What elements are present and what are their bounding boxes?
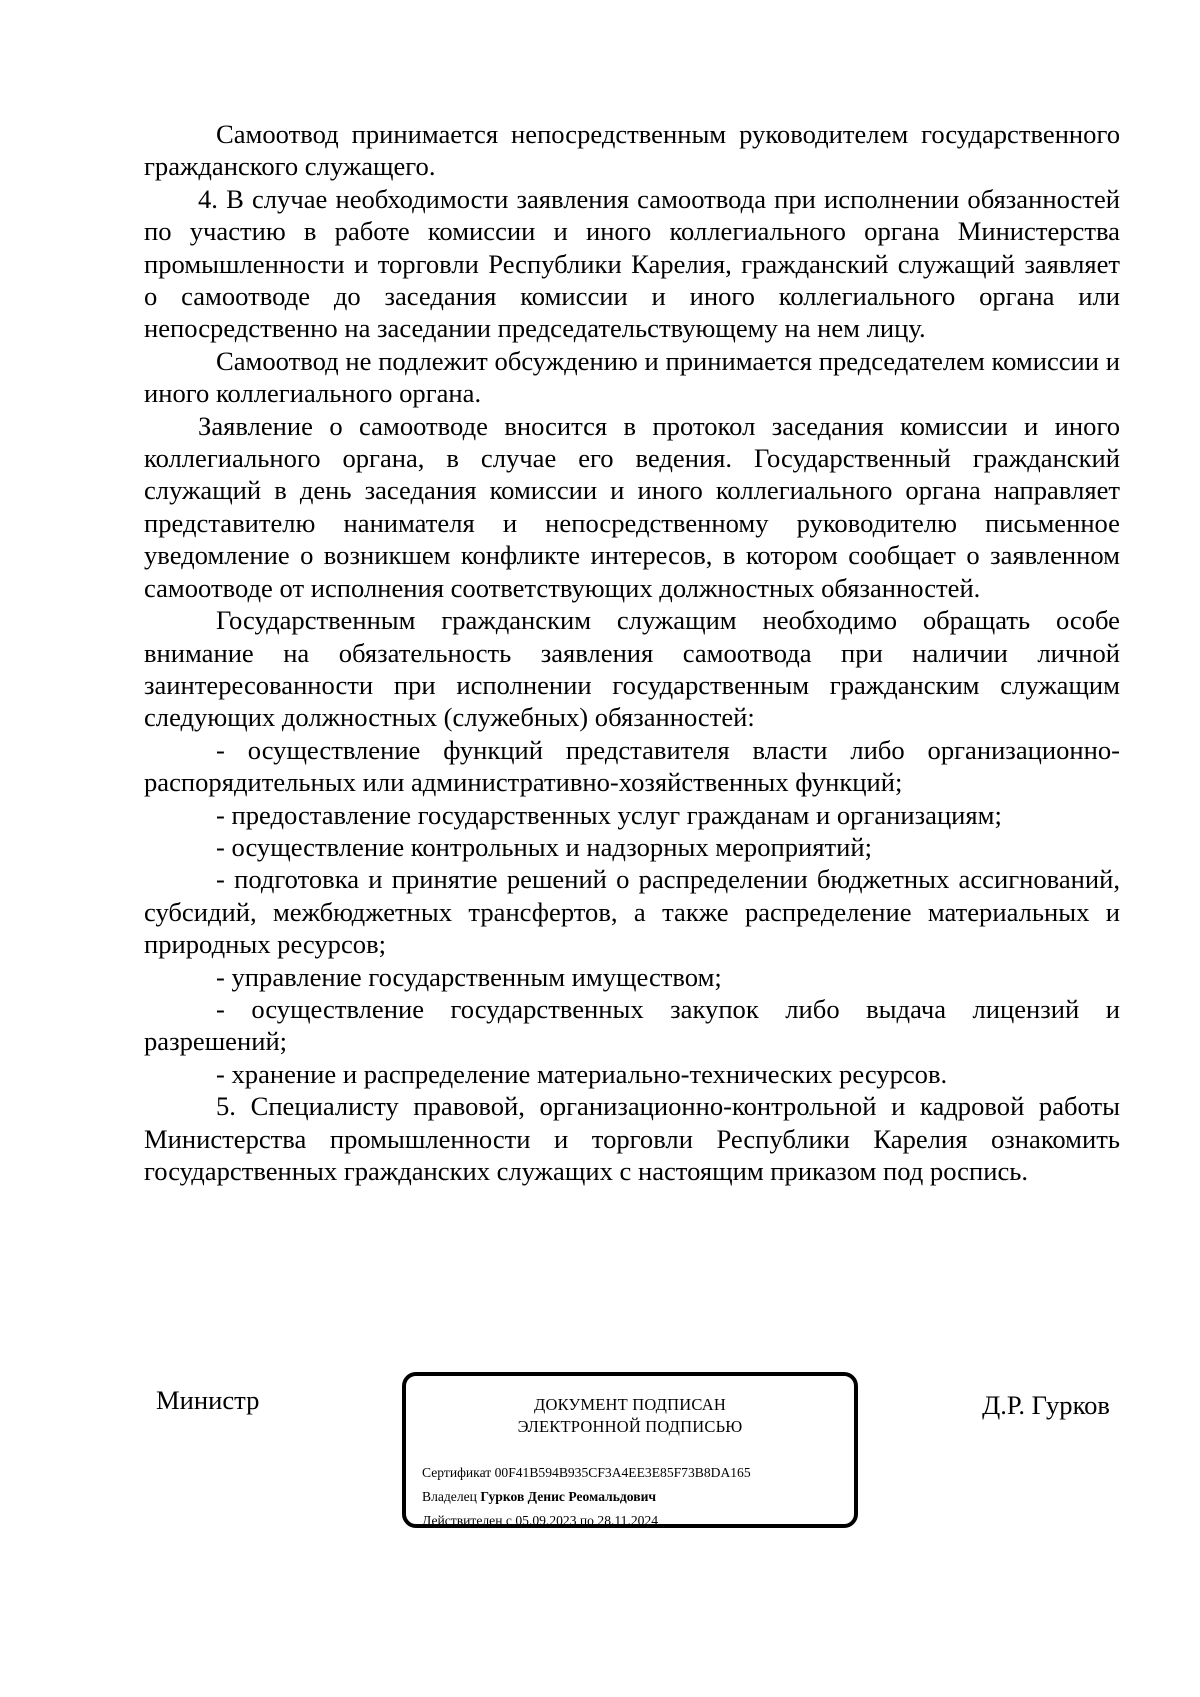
stamp-heading-line1: ДОКУМЕНТ ПОДПИСАН (534, 1395, 726, 1414)
paragraph-recusal-acceptance: Самоотвод принимается непосредственным руководителем государственного гражданского служащего. (144, 119, 1120, 182)
list-item: - осуществление функций представителя власти либо организационно-распорядительных или административно-хозяйственных функций; (144, 734, 1120, 798)
paragraph-recusal-not-discussed: Самоотвод не подлежит обсуждению и принимается председателем комиссии и иного коллегиального органа. (144, 345, 1120, 409)
valid-to-date: 28.11.2024 (597, 1513, 659, 1528)
stamp-heading (406, 1394, 854, 1438)
owner-value: Гурков Денис Реомальдович (480, 1489, 657, 1504)
stamp-owner (422, 1488, 656, 1506)
list-item: - подготовка и принятие решений о распределении бюджетных ассигнований, субсидий, межбюджетных трансфертов, а также распределение материальных и природных ресурсов; (144, 864, 1120, 960)
owner-label: Владелец (422, 1489, 477, 1504)
list-item: - управление государственным имуществом; (216, 961, 722, 992)
paragraph-item-5: 5. Специалисту правовой, организационно-контрольной и кадровой работы Министерства промышленности и торговли Республики Карелия ознакомить государственных гражданских служащих с настоящим приказом под роспись. (144, 1091, 1120, 1186)
valid-to-label: по (579, 1513, 594, 1528)
electronic-signature-stamp (402, 1372, 858, 1528)
paragraph-recusal-protocol: Заявление о самоотводе вносится в протокол заседания комиссии и иного коллегиального органа, в случае его ведения. Государственный гражданский служащий в день заседания комиссии и иного коллегиального органа направляет представителю нанимателя и непосредственному руководителю письменное уведомление о возникшем конфликте интересов, в котором сообщает о заявленном самоотводе от исполнения соответствующих должностных обязанностей. (144, 410, 1120, 603)
certificate-label: Сертификат (422, 1465, 492, 1480)
document-body (144, 118, 1120, 1187)
paragraph-item-4: 4. В случае необходимости заявления самоотвода при исполнении обязанностей по участию в работе комиссии и иного коллегиального органа Министерства промышленности и торговли Республики Карелия, гражданский служащий заявляет о самоотводе до заседания комиссии и иного коллегиального органа или непосредственно на заседании председательствующему на нем лицу. (144, 183, 1120, 344)
list-item: - осуществление государственных закупок либо выдача лицензий и разрешений; (144, 993, 1120, 1057)
certificate-value: 00F41B594B935CF3A4EE3E85F73B8DA165 (494, 1465, 751, 1480)
valid-from-date: 05.09.2023 (515, 1513, 577, 1528)
list-item: - осуществление контрольных и надзорных мероприятий; (216, 831, 872, 862)
stamp-heading-line2: ЭЛЕКТРОННОЙ ПОДПИСЬЮ (517, 1417, 743, 1436)
stamp-validity (422, 1512, 658, 1530)
paragraph-special-attention: Государственным гражданским служащим необходимо обращать особе внимание на обязательность заявления самоотвода при наличии личной заинтересованности при исполнении государственным гражданским служащим следующих должностных (служебных) обязанностей: (144, 605, 1120, 733)
list-item: - предоставление государственных услуг гражданам и организациям; (216, 799, 1002, 830)
signer-name: Д.Р. Гурков (982, 1390, 1110, 1420)
list-item: - хранение и распределение материально-технических ресурсов. (216, 1058, 948, 1089)
signer-title: Министр (156, 1385, 260, 1415)
stamp-certificate (422, 1464, 751, 1482)
valid-from-label: Действителен с (422, 1513, 512, 1528)
